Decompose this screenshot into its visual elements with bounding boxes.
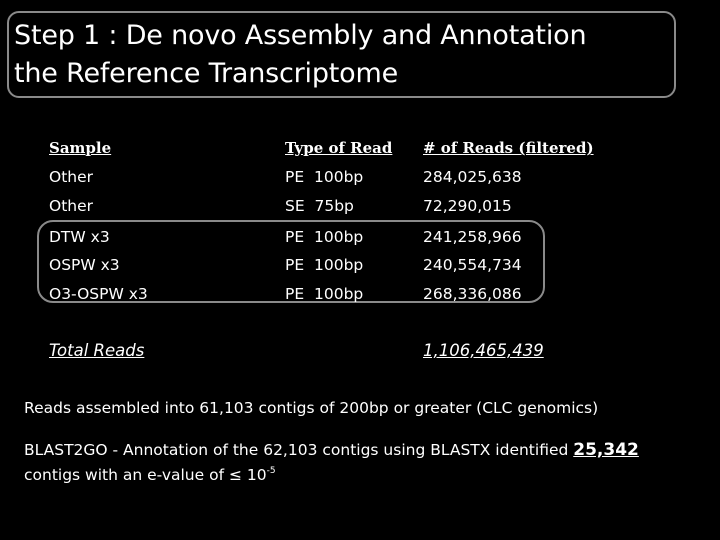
assembly-note: Reads assembled into 61,103 contigs of 200bp or greater (CLC genomics)	[24, 399, 599, 417]
evalue-exponent: -5	[266, 466, 276, 476]
header-type-of-read: Type of Read	[285, 139, 393, 157]
row-2-type: SE 75bp	[285, 197, 354, 215]
row-2-reads: 72,290,015	[423, 197, 512, 215]
row-2-sample: Other	[49, 197, 94, 215]
blast-note-line-2	[24, 461, 276, 485]
row-5-sample: O3-OSPW x3	[49, 285, 148, 303]
annotated-contig-count: 25,342	[573, 440, 639, 460]
evalue-text: contigs with an e-value of ≤ 10	[24, 466, 267, 484]
row-4-type: PE 100bp	[285, 256, 364, 274]
row-5-type: PE 100bp	[285, 285, 364, 303]
row-5-reads: 268,336,086	[423, 285, 522, 303]
row-4-reads: 240,554,734	[423, 256, 522, 274]
blast-note-text: BLAST2GO - Annotation of the 62,103 contigs using BLASTX identified	[24, 441, 574, 459]
blast-note-line-1	[24, 440, 639, 460]
row-3-reads: 241,258,966	[423, 228, 522, 246]
row-4-sample: OSPW x3	[49, 256, 120, 274]
total-reads-value: 1,106,465,439	[423, 341, 544, 360]
row-1-sample: Other	[49, 168, 94, 186]
slide-title-line-2: the Reference Transcriptome	[14, 58, 398, 89]
row-1-reads: 284,025,638	[423, 168, 522, 186]
header-sample: Sample	[49, 139, 112, 157]
header-read-count: # of Reads (filtered)	[423, 139, 594, 157]
total-reads-label: Total Reads	[49, 341, 145, 360]
row-3-type: PE 100bp	[285, 228, 364, 246]
row-3-sample: DTW x3	[49, 228, 110, 246]
row-1-type: PE 100bp	[285, 168, 364, 186]
slide-title-line-1: Step 1 : De novo Assembly and Annotation	[14, 20, 587, 51]
